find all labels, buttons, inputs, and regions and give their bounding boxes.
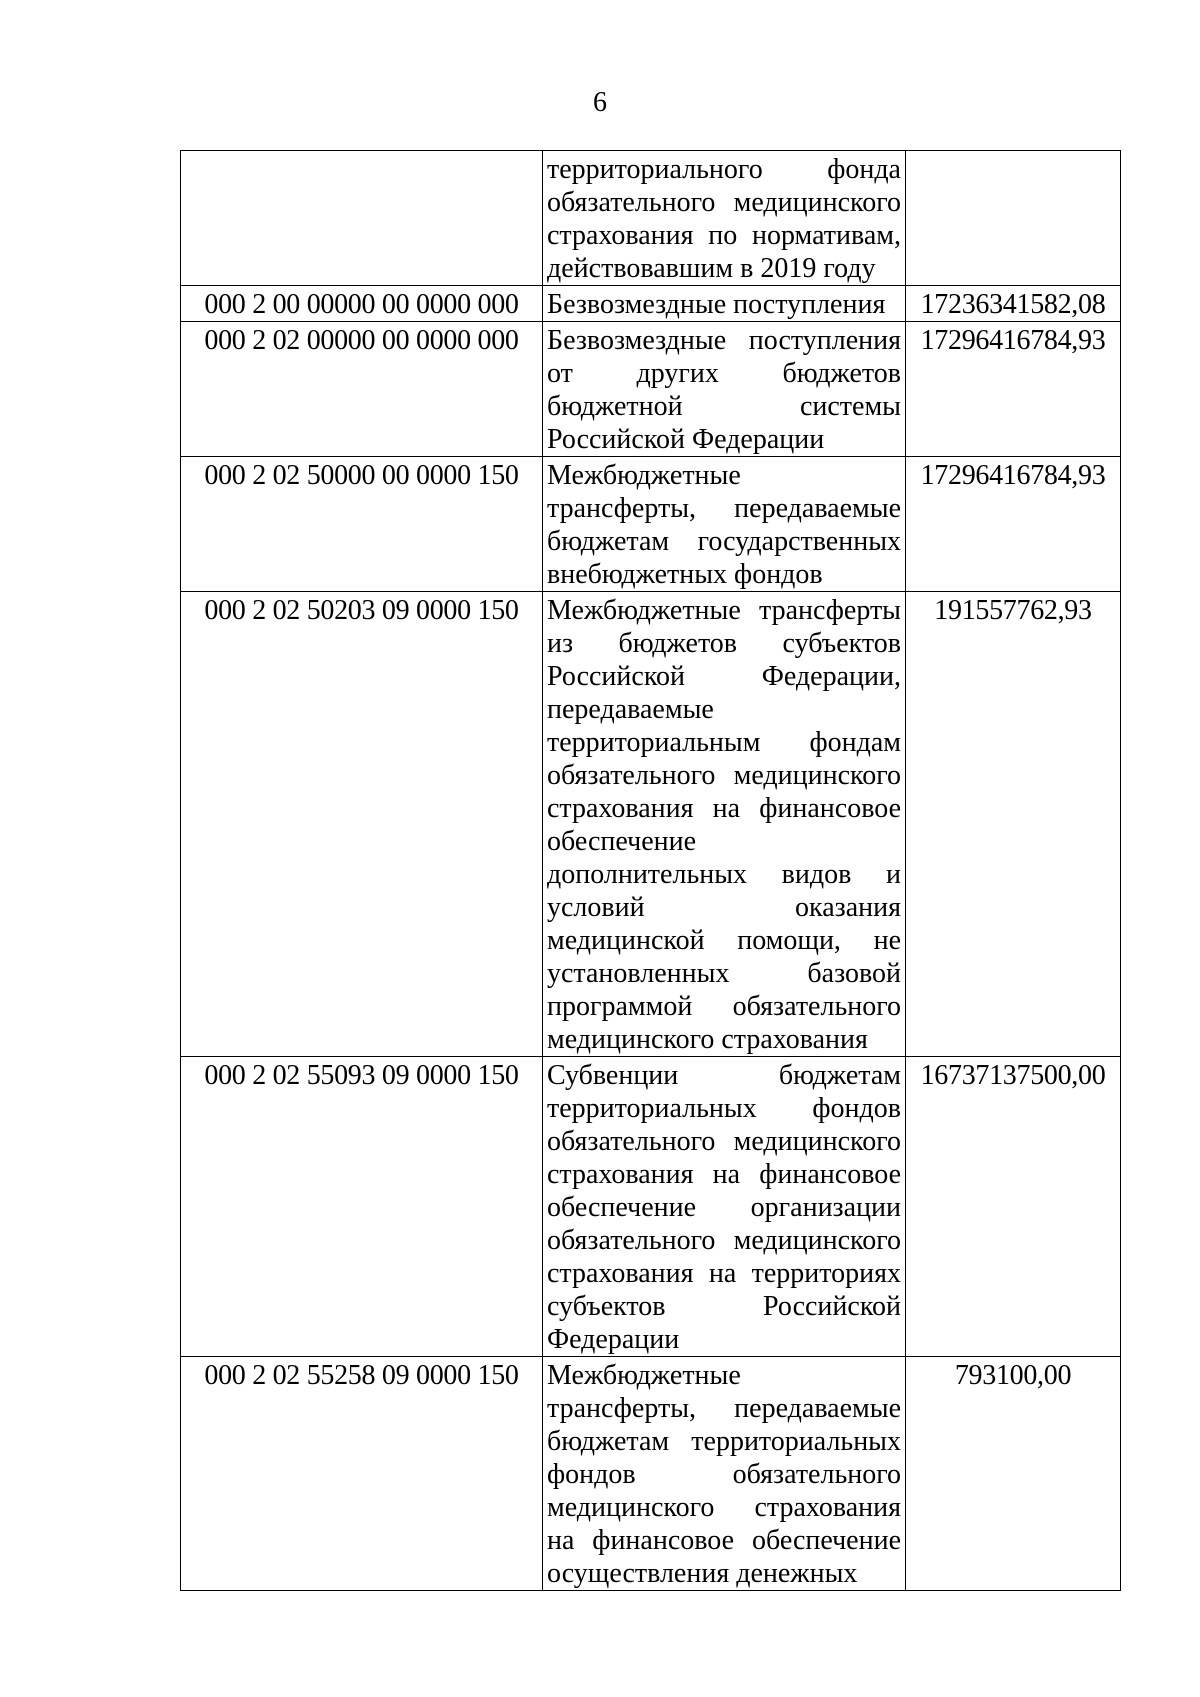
revenue-name-line: программой обязательного [547, 991, 901, 1022]
budget-classification-code: 000 2 02 50000 00 0000 150 [181, 457, 543, 592]
revenue-name [543, 592, 906, 1057]
table-body [181, 151, 1121, 1591]
revenue-name-line: установленных базовой [547, 958, 901, 989]
revenue-name-line: трансферты, передаваемые [547, 1393, 901, 1424]
page-number: 6 [593, 87, 607, 118]
amount-value: 17236341582,08 [906, 286, 1121, 322]
revenue-name-line: субъектов Российской [547, 1291, 901, 1322]
revenue-name-line: обязательного медицинского [547, 1225, 901, 1256]
revenue-name-line: на финансовое обеспечение [547, 1525, 901, 1556]
amount-value: 191557762,93 [906, 592, 1121, 1057]
revenue-name-line: территориальным фондам [547, 727, 901, 758]
revenue-name [543, 1057, 906, 1357]
revenue-name-line: передаваемые [547, 694, 714, 725]
budget-revenue-table [180, 150, 1121, 1591]
revenue-name-line: трансферты, передаваемые [547, 493, 901, 524]
revenue-name-line: Межбюджетные [547, 1360, 741, 1391]
amount-value: 17296416784,93 [906, 457, 1121, 592]
revenue-name-line: бюджетной системы [547, 391, 901, 422]
revenue-name-line: Межбюджетные [547, 460, 741, 491]
amount-value: 16737137500,00 [906, 1057, 1121, 1357]
budget-classification-code: 000 2 02 50203 09 0000 150 [181, 592, 543, 1057]
revenue-name-line: обеспечение организации [547, 1192, 901, 1223]
revenue-name-line: обязательного медицинского [547, 187, 901, 218]
revenue-name [543, 286, 906, 322]
amount-value: 17296416784,93 [906, 322, 1121, 457]
budget-classification-code: 000 2 02 55093 09 0000 150 [181, 1057, 543, 1357]
amount-value: 793100,00 [906, 1357, 1121, 1591]
revenue-name-line: страхования по нормативам, [547, 220, 901, 251]
revenue-name [543, 322, 906, 457]
revenue-name-line: страхования на финансовое [547, 1159, 901, 1190]
revenue-name-line: территориального фонда [547, 154, 901, 185]
revenue-name-line: бюджетам государственных [547, 526, 901, 557]
table-row [181, 1057, 1121, 1357]
revenue-name-line: осуществления денежных [547, 1558, 858, 1589]
revenue-name-line: страхования на территориях [547, 1258, 901, 1289]
revenue-name-line: Российской Федерации, [547, 661, 901, 692]
revenue-name-line: условий оказания [547, 892, 901, 923]
revenue-name-line: страхования на финансовое [547, 793, 901, 824]
table-row [181, 286, 1121, 322]
revenue-name-line: медицинской помощи, не [547, 925, 901, 956]
revenue-name-line: обеспечение [547, 826, 697, 857]
budget-classification-code [181, 151, 543, 286]
revenue-name-line: территориальных фондов [547, 1093, 901, 1124]
revenue-name-line: бюджетам территориальных [547, 1426, 901, 1457]
revenue-name-line: медицинского страхования [547, 1024, 868, 1055]
table-row [181, 592, 1121, 1057]
revenue-name-line: Российской Федерации [547, 424, 825, 455]
revenue-name [543, 457, 906, 592]
revenue-name-line: дополнительных видов и [547, 859, 901, 890]
table-row [181, 1357, 1121, 1591]
revenue-name-line: из бюджетов субъектов [547, 628, 901, 659]
revenue-name-line: Безвозмездные поступления [547, 325, 901, 356]
budget-classification-code: 000 2 00 00000 00 0000 000 [181, 286, 543, 322]
table-row [181, 457, 1121, 592]
revenue-name-line: Безвозмездные поступления [547, 289, 886, 320]
amount-value [906, 151, 1121, 286]
revenue-name-line: обязательного медицинского [547, 760, 901, 791]
revenue-name-line: фондов обязательного [547, 1459, 901, 1490]
revenue-name-line: Межбюджетные трансферты [547, 595, 901, 626]
revenue-name [543, 151, 906, 286]
budget-classification-code: 000 2 02 55258 09 0000 150 [181, 1357, 543, 1591]
revenue-name-line: Федерации [547, 1324, 680, 1355]
revenue-name [543, 1357, 906, 1591]
budget-classification-code: 000 2 02 00000 00 0000 000 [181, 322, 543, 457]
table-row [181, 322, 1121, 457]
table-row [181, 151, 1121, 286]
revenue-name-line: действовавшим в 2019 году [547, 253, 876, 284]
revenue-name-line: обязательного медицинского [547, 1126, 901, 1157]
revenue-name-line: Субвенции бюджетам [547, 1060, 901, 1091]
revenue-name-line: внебюджетных фондов [547, 559, 823, 590]
revenue-name-line: от других бюджетов [547, 358, 901, 389]
revenue-name-line: медицинского страхования [547, 1492, 901, 1523]
